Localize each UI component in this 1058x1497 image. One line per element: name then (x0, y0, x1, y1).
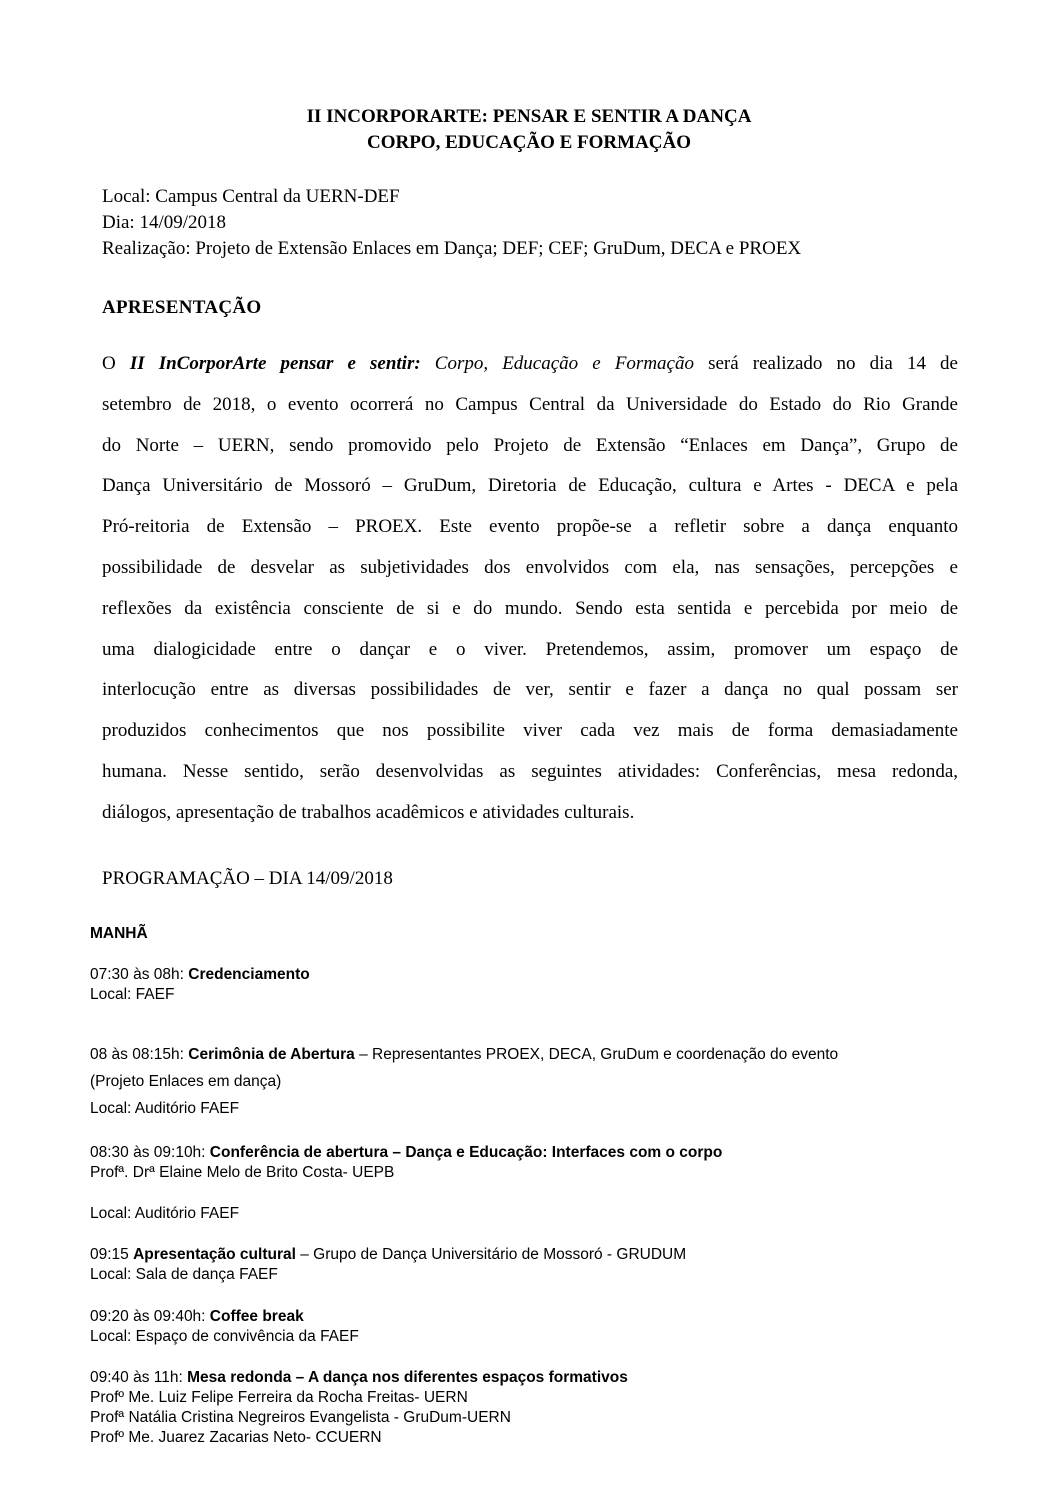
paragraph-line: uma dialogicidade entre o dançar e o viver. Pretendemos, assim, promover um espaço de (102, 638, 958, 660)
schedule-detail: Profª Natália Cristina Negreiros Evangelista - GruDum-UERN (90, 1409, 511, 1426)
section-heading-programacao: PROGRAMAÇÃO – DIA 14/09/2018 (102, 868, 393, 889)
meta-dia: Dia: 14/09/2018 (102, 212, 227, 233)
schedule-title: Credenciamento (188, 966, 310, 983)
paragraph-line: setembro de 2018, o evento ocorrerá no Campus Central da Universidade do Estado do Rio Grande (102, 393, 958, 415)
schedule-item-apresentacao-cultural (90, 1245, 686, 1285)
schedule-detail: Local: Auditório FAEF (90, 1100, 240, 1117)
schedule-title: Mesa redonda – A dança nos diferentes espaços formativos (187, 1369, 628, 1386)
schedule-title: Cerimônia de Abertura (188, 1046, 355, 1063)
schedule-item-coffee-break (90, 1307, 359, 1347)
schedule-detail: Local: Espaço de convivência da FAEF (90, 1328, 359, 1345)
schedule-time: 08:30 às 09:10h: (90, 1144, 210, 1161)
schedule-item-header (90, 965, 310, 985)
schedule-detail: Local: Auditório FAEF (90, 1205, 240, 1222)
schedule-detail: Local: Sala de dança FAEF (90, 1266, 278, 1283)
schedule-time: 09:15 (90, 1246, 134, 1263)
period-label (90, 924, 148, 944)
schedule-title: Conferência de abertura – Dança e Educação: Interfaces com o corpo (209, 1144, 723, 1161)
schedule-detail: (Projeto Enlaces em dança) (90, 1073, 282, 1090)
paragraph-line: reflexões da existência consciente de si e do mundo. Sendo esta sentida e percebida por meio de (102, 597, 958, 619)
document-title-line-1: II INCORPORARTE: PENSAR E SENTIR A DANÇA (306, 106, 752, 127)
event-name-bold: II InCorporArte pensar e sentir: (129, 353, 421, 374)
period-label-text: MANHÃ (90, 925, 148, 942)
schedule-item-cerimonia (90, 1041, 838, 1122)
schedule-time: 09:20 às 09:40h: (90, 1308, 210, 1325)
section-heading-apresentacao: APRESENTAÇÃO (102, 297, 262, 318)
paragraph-line-last: diálogos, apresentação de trabalhos acadêmicos e atividades culturais. (102, 801, 635, 823)
schedule-item-header (90, 1245, 686, 1265)
paragraph-line: interlocução entre as diversas possibilidades de ver, sentir e fazer a dança no qual possam ser (102, 679, 958, 701)
schedule-item-header (90, 1368, 628, 1388)
paragraph-lead-rest: será realizado no dia 14 de (693, 353, 958, 374)
schedule-detail: Profº Me. Juarez Zacarias Neto- CCUERN (90, 1429, 382, 1446)
schedule-detail: Local: FAEF (90, 986, 175, 1003)
schedule-item-header (90, 1143, 722, 1163)
paragraph-line: Pró-reitoria de Extensão – PROEX. Este evento propõe-se a refletir sobre a dança enquanto (102, 516, 958, 538)
document-title-line-2: CORPO, EDUCAÇÃO E FORMAÇÃO (366, 132, 692, 153)
schedule-item-credenciamento (90, 965, 310, 1005)
apresentacao-paragraph (102, 344, 958, 834)
paragraph-lead-o: O (102, 353, 130, 374)
paragraph-line: produzidos conhecimentos que nos possibilite viver cada vez mais de forma demasiadamente (102, 720, 958, 742)
schedule-item-conferencia (90, 1143, 722, 1224)
paragraph-line: possibilidade de desvelar as subjetividades dos envolvidos com ela, nas sensações, percepções e (102, 556, 958, 578)
schedule-detail: Profº Me. Luiz Felipe Ferreira da Rocha Freitas- UERN (90, 1389, 468, 1406)
schedule-description: – Grupo de Dança Universitário de Mossoró - GRUDUM (295, 1246, 687, 1263)
schedule-time: 07:30 às 08h: (90, 966, 189, 983)
schedule-item-header (90, 1307, 359, 1327)
schedule-item-mesa-redonda (90, 1368, 628, 1448)
schedule-time: 09:40 às 11h: (90, 1369, 188, 1386)
meta-realizacao: Realização: Projeto de Extensão Enlaces em Dança; DEF; CEF; GruDum, DECA e PROEX (102, 238, 802, 259)
schedule-time: 08 às 08:15h: (90, 1046, 189, 1063)
schedule-detail: Profª. Drª Elaine Melo de Brito Costa- UEPB (90, 1164, 395, 1181)
paragraph-line: humana. Nesse sentido, serão desenvolvidas as seguintes atividades: Conferências, mesa redonda, (102, 760, 958, 782)
meta-local: Local: Campus Central da UERN-DEF (102, 186, 400, 207)
paragraph-line: do Norte – UERN, sendo promovido pelo Projeto de Extensão “Enlaces em Dança”, Grupo de (102, 434, 958, 456)
paragraph-line: Dança Universitário de Mossoró – GruDum, Diretoria de Educação, cultura e Artes - DECA e pela (102, 475, 958, 497)
paragraph-line-first (102, 344, 958, 385)
schedule-title: Apresentação cultural (133, 1246, 296, 1263)
schedule-description: – Representantes PROEX, DECA, GruDum e coordenação do evento (354, 1046, 839, 1063)
event-name-italic: Corpo, Educação e Formação (420, 353, 694, 374)
schedule-item-header (90, 1041, 838, 1068)
schedule-title: Coffee break (209, 1308, 304, 1325)
